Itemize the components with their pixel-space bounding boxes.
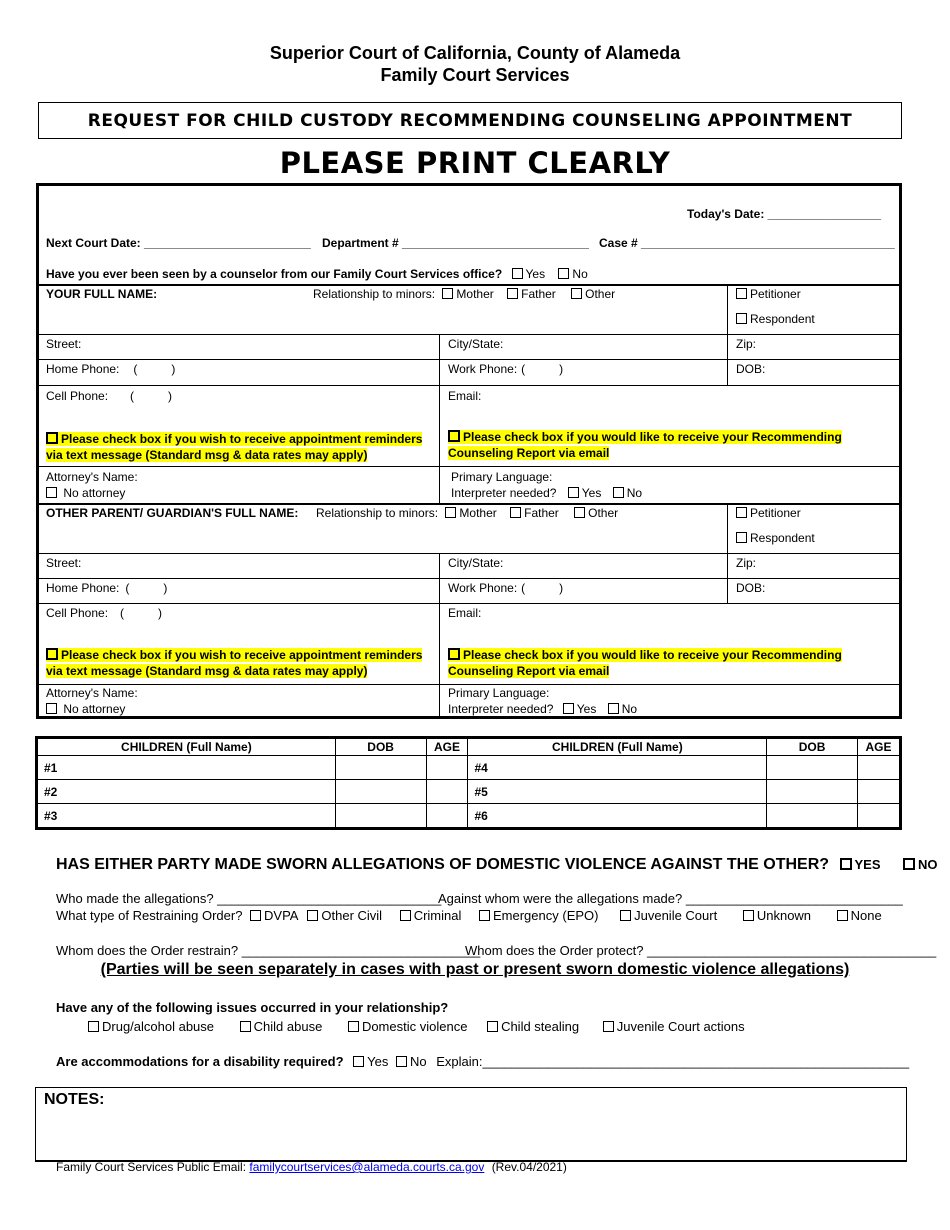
respondent-label: Respondent (750, 312, 815, 326)
public-email-link[interactable]: familycourtservices@alameda.courts.ca.gov (249, 1160, 485, 1174)
divider (38, 578, 900, 579)
table-row (37, 804, 901, 829)
party1-language-field[interactable]: Primary Language: (451, 470, 553, 484)
issues-options (88, 1019, 745, 1034)
divider (38, 284, 900, 286)
seen-before-question (46, 267, 588, 281)
child-dob-cell[interactable] (335, 780, 426, 804)
divider (38, 334, 900, 335)
order-option-label: Unknown (756, 908, 812, 923)
party1-email-option (448, 429, 896, 461)
disability-question: Are accommodations for a disability required? (56, 1054, 344, 1069)
party1-dob-field[interactable]: DOB: (736, 362, 766, 376)
form-title: REQUEST FOR CHILD CUSTODY RECOMMENDING COUNSELING APPOINTMENT (38, 102, 902, 139)
mother-label: Mother (456, 287, 494, 301)
party1-email-field[interactable]: Email: (448, 389, 482, 403)
party2-no-attorney-checkbox[interactable] (46, 703, 57, 714)
party2-street-field[interactable]: Street: (46, 556, 82, 570)
party2-dob-field[interactable]: DOB: (736, 581, 766, 595)
order-option-label: Juvenile Court (634, 908, 718, 923)
email-notice-text: Please check box if you would like to receive your Recommending Counseling Report via email (448, 430, 842, 460)
no-label: No (572, 267, 588, 281)
work-phone-label: Work Phone: (448, 362, 518, 376)
order-option-label: Other Civil (321, 908, 383, 923)
department-field[interactable]: Department # ____________________________ (322, 236, 589, 250)
dv-yes-checkbox[interactable] (840, 858, 852, 870)
divider (727, 504, 728, 604)
father-label: Father (521, 287, 556, 301)
divider (38, 684, 900, 685)
paren-open: ( (133, 362, 138, 376)
issue-dv-checkbox[interactable] (348, 1021, 359, 1032)
party2-home-phone-field[interactable] (46, 581, 167, 595)
father-label: Father (524, 506, 559, 520)
party2-relationship (316, 506, 618, 520)
other-label: Other (585, 287, 616, 301)
paren-close: ) (158, 606, 163, 620)
party1-other-checkbox[interactable] (571, 288, 582, 299)
table-row (37, 780, 901, 804)
party1-interpreter-yes-checkbox[interactable] (568, 487, 579, 498)
separate-notice: (Parties will be seen separately in cases with past or present sworn domestic violence allegations) (100, 961, 850, 978)
paren-open: ( (120, 606, 125, 620)
divider (727, 285, 728, 386)
party1-mother-checkbox[interactable] (442, 288, 453, 299)
child-age-cell[interactable] (426, 756, 468, 780)
party1-work-phone-field[interactable] (448, 362, 563, 376)
petitioner-label: Petitioner (750, 506, 801, 520)
dv-yes-label: YES (854, 857, 881, 872)
age-header: AGE (857, 738, 900, 756)
order-type-label: What type of Restraining Order? (56, 908, 243, 923)
disability-row (56, 1054, 909, 1069)
no-label: No (409, 1054, 427, 1069)
divider (38, 503, 900, 505)
interpreter-label: Interpreter needed? (448, 702, 554, 716)
child-name-cell[interactable]: #5 (468, 780, 767, 804)
party2-zip-field[interactable]: Zip: (736, 556, 757, 570)
order-none-checkbox[interactable] (837, 910, 848, 921)
party2-cell-phone-field[interactable] (46, 606, 162, 620)
party1-respondent-checkbox[interactable] (736, 313, 747, 324)
paren-open: ( (125, 581, 130, 595)
party2-email-option (448, 647, 896, 679)
party1-attorney-field[interactable]: Attorney's Name: (46, 470, 138, 484)
issue-label: Child stealing (501, 1019, 580, 1034)
child-age-cell[interactable] (857, 780, 900, 804)
dv-no-checkbox[interactable] (903, 858, 915, 870)
divider (38, 385, 900, 386)
order-restrain-field[interactable]: Whom does the Order restrain? _________________________________ (56, 943, 481, 958)
table-row (37, 756, 901, 780)
todays-date-field[interactable]: Today's Date: _________________ (687, 207, 882, 221)
division-name: Family Court Services (380, 65, 570, 85)
who-made-field[interactable]: Who made the allegations? _______________________________ (56, 891, 442, 906)
party1-street-field[interactable]: Street: (46, 337, 82, 351)
divider (439, 334, 440, 503)
issues-question: Have any of the following issues occurred in your relationship? (56, 1000, 449, 1015)
party2-respondent-checkbox[interactable] (736, 532, 747, 543)
seen-before-label: Have you ever been seen by a counselor from our Family Court Services office? (46, 267, 503, 281)
order-option-label: DVPA (264, 908, 298, 923)
party2-interpreter-yes-checkbox[interactable] (563, 703, 574, 714)
revision-label: (Rev.04/2021) (491, 1160, 567, 1174)
child-age-cell[interactable] (857, 804, 900, 829)
order-protect-field[interactable]: Whom does the Order protect? ________________________________________ (465, 943, 937, 958)
respondent-label: Respondent (750, 531, 815, 545)
no-attorney-label: No attorney (63, 702, 126, 716)
party2-work-phone-field[interactable] (448, 581, 563, 595)
order-juvenile-checkbox[interactable] (620, 910, 631, 921)
party1-no-attorney-checkbox[interactable] (46, 487, 57, 498)
party2-attorney-field[interactable]: Attorney's Name: (46, 686, 138, 700)
child-age-cell[interactable] (426, 780, 468, 804)
court-name: Superior Court of California, County of Alameda (269, 43, 681, 63)
dob-header: DOB (767, 738, 858, 756)
disability-yes-checkbox[interactable] (353, 1056, 364, 1067)
child-dob-cell[interactable] (767, 756, 858, 780)
yes-label: Yes (576, 702, 597, 716)
order-option-label: Emergency (EPO) (493, 908, 599, 923)
party1-relationship (313, 287, 615, 301)
disability-explain-field[interactable]: Explain:___________________________________________________________ (436, 1054, 910, 1069)
order-other-civil-checkbox[interactable] (307, 910, 318, 921)
divider (38, 603, 900, 604)
party2-petitioner-checkbox[interactable] (736, 507, 747, 518)
no-label: No (626, 486, 643, 500)
divider (38, 466, 900, 467)
relationship-label: Relationship to minors: (313, 287, 436, 301)
party1-petitioner-checkbox[interactable] (736, 288, 747, 299)
dv-question-text: HAS EITHER PARTY MADE SWORN ALLEGATIONS OF DOMESTIC VIOLENCE AGAINST THE OTHER? (56, 856, 830, 873)
issue-drug-checkbox[interactable] (88, 1021, 99, 1032)
party2-mother-checkbox[interactable] (445, 507, 456, 518)
paren-close: ) (168, 389, 173, 403)
order-dvpa-checkbox[interactable] (250, 910, 261, 921)
next-court-date-field[interactable]: Next Court Date: _________________________ (46, 236, 311, 250)
no-label: No (621, 702, 638, 716)
party1-home-phone-field[interactable] (46, 362, 175, 376)
issue-child-abuse-checkbox[interactable] (240, 1021, 251, 1032)
disability-no-checkbox[interactable] (396, 1056, 407, 1067)
child-dob-cell[interactable] (335, 804, 426, 829)
mother-label: Mother (459, 506, 497, 520)
child-name-cell[interactable]: #1 (37, 756, 336, 780)
paren-close: ) (171, 362, 176, 376)
yes-label: Yes (367, 1054, 389, 1069)
party1-interpreter (451, 486, 642, 500)
home-phone-label: Home Phone: (46, 581, 120, 595)
order-unknown-checkbox[interactable] (743, 910, 754, 921)
work-phone-label: Work Phone: (448, 581, 518, 595)
notes-box[interactable] (35, 1087, 907, 1162)
issue-label: Child abuse (253, 1019, 323, 1034)
children-table (35, 736, 902, 830)
interpreter-label: Interpreter needed? (451, 486, 557, 500)
email-notice-text: Please check box if you would like to receive your Recommending Counseling Report via email (448, 648, 842, 678)
issue-label: Juvenile Court actions (616, 1019, 745, 1034)
party2-interpreter-no-checkbox[interactable] (608, 703, 619, 714)
children-name-header: CHILDREN (Full Name) (468, 738, 767, 756)
child-name-cell[interactable]: #6 (468, 804, 767, 829)
no-attorney-label: No attorney (63, 486, 126, 500)
footer (56, 1160, 567, 1174)
party2-sms-option (46, 647, 434, 679)
yes-label: Yes (581, 486, 602, 500)
order-type-row (56, 908, 882, 923)
sms-notice-text: Please check box if you wish to receive appointment reminders via text message (Standard msg & data rates may apply) (46, 648, 423, 678)
order-epo-checkbox[interactable] (479, 910, 490, 921)
child-name-cell[interactable]: #3 (37, 804, 336, 829)
issue-child-stealing-checkbox[interactable] (487, 1021, 498, 1032)
child-dob-cell[interactable] (767, 804, 858, 829)
children-name-header: CHILDREN (Full Name) (37, 738, 336, 756)
order-option-label: None (850, 908, 882, 923)
party2-language-field[interactable]: Primary Language: (448, 686, 550, 700)
divider (38, 359, 900, 360)
party1-cell-phone-field[interactable] (46, 389, 172, 403)
party2-father-checkbox[interactable] (510, 507, 521, 518)
issue-label: Domestic violence (361, 1019, 468, 1034)
seen-before-no-checkbox[interactable] (558, 268, 569, 279)
order-criminal-checkbox[interactable] (400, 910, 411, 921)
petitioner-label: Petitioner (750, 287, 801, 301)
cell-phone-label: Cell Phone: (46, 606, 109, 620)
yes-label: Yes (525, 267, 546, 281)
sms-notice-text: Please check box if you wish to receive appointment reminders via text message (Standard msg & data rates may apply) (46, 432, 423, 462)
paren-open: ( (521, 362, 526, 376)
party1-father-checkbox[interactable] (507, 288, 518, 299)
paren-close: ) (559, 362, 564, 376)
party1-city-state-field[interactable]: City/State: (448, 337, 504, 351)
party1-email-report-checkbox[interactable] (448, 430, 460, 442)
issue-juvenile-checkbox[interactable] (603, 1021, 614, 1032)
child-dob-cell[interactable] (767, 780, 858, 804)
party1-sms-checkbox[interactable] (46, 432, 58, 444)
against-whom-field[interactable]: Against whom were the allegations made? ______________________________ (438, 891, 903, 906)
party2-other-checkbox[interactable] (574, 507, 585, 518)
party1-zip-field[interactable]: Zip: (736, 337, 757, 351)
notes-label: NOTES: (44, 1091, 105, 1108)
paren-open: ( (521, 581, 526, 595)
party2-city-state-field[interactable]: City/State: (448, 556, 504, 570)
table-header-row (37, 738, 901, 756)
paren-close: ) (559, 581, 564, 595)
age-header: AGE (426, 738, 468, 756)
party1-sms-option (46, 431, 434, 463)
party2-interpreter (448, 702, 637, 716)
paren-close: ) (163, 581, 168, 595)
cell-phone-label: Cell Phone: (46, 389, 109, 403)
your-full-name-label: YOUR FULL NAME: (46, 287, 158, 301)
seen-before-yes-checkbox[interactable] (512, 268, 523, 279)
divider (439, 553, 440, 717)
divider (38, 553, 900, 554)
child-age-cell[interactable] (857, 756, 900, 780)
issue-label: Drug/alcohol abuse (102, 1019, 215, 1034)
dob-header: DOB (335, 738, 426, 756)
child-age-cell[interactable] (426, 804, 468, 829)
other-parent-name-label: OTHER PARENT/ GUARDIAN'S FULL NAME: (46, 506, 299, 520)
dv-no-label: NO (917, 857, 938, 872)
party2-email-field[interactable]: Email: (448, 606, 482, 620)
relationship-label: Relationship to minors: (316, 506, 439, 520)
footer-prefix: Family Court Services Public Email: (56, 1160, 247, 1174)
dv-question (56, 856, 937, 874)
child-name-cell[interactable]: #2 (37, 780, 336, 804)
home-phone-label: Home Phone: (46, 362, 120, 376)
order-option-label: Criminal (413, 908, 462, 923)
party1-interpreter-no-checkbox[interactable] (613, 487, 624, 498)
child-name-cell[interactable]: #4 (468, 756, 767, 780)
print-notice: PLEASE PRINT CLEARLY (279, 146, 671, 180)
party2-email-report-checkbox[interactable] (448, 648, 460, 660)
other-label: Other (588, 506, 619, 520)
child-dob-cell[interactable] (335, 756, 426, 780)
party2-sms-checkbox[interactable] (46, 648, 58, 660)
case-number-field[interactable]: Case # ______________________________________ (599, 236, 895, 250)
paren-open: ( (130, 389, 135, 403)
